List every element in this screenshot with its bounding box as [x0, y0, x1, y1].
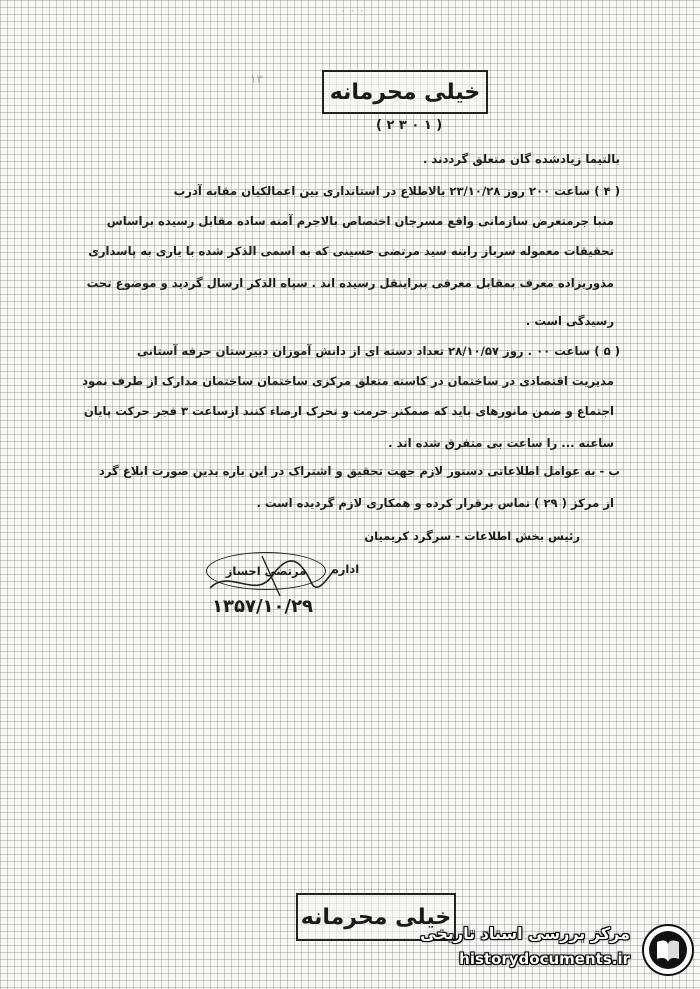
- body-line: مدیریت اقتصادی در ساختمان در کاسته متعلق مرکزی ساختمان ساختمان مدارک از طرف نمود: [82, 374, 614, 388]
- book-seal-icon: [640, 922, 696, 978]
- body-line: بالتیما زیادشده گان متعلق گرددند .: [422, 152, 620, 166]
- signature-oval: [206, 552, 326, 590]
- archive-watermark: [410, 918, 700, 984]
- signature-date: ۱۳۵۷/۱۰/۲۹: [212, 596, 314, 617]
- body-line: تحقیقات معموله سرباز رابنه سید مرتضی حسینی که به اسمی الذکر شده با یاری به پاسداری: [88, 244, 614, 258]
- body-line: ( ۵ ) ساعت ۰۰ . روز ۲۸/۱۰/۵۷ تعداد دسته ای از دانش آموزان دبیرستان حرفه آستانی: [136, 344, 620, 358]
- classification-stamp-top-text: خیلی محرمانه: [329, 79, 481, 105]
- reference-code: ( ۲ ۳ ۰ ۱ ): [376, 118, 443, 133]
- body-line: مذوریزاده معرف بمقابل معرفی ببراینقل رسیده اند . سپاه الذکر ارسال گردید و موضوع تحت: [86, 276, 614, 290]
- classification-stamp-bottom-text: خیلی محرمانه: [300, 904, 452, 930]
- body-line: ساعته ... را ساعت بی متفرق شده اند .: [388, 436, 614, 450]
- faint-header-mark: ۰ ۰ ۰: [340, 4, 365, 17]
- signature-title: رئیس بخش اطلاعات - سرگرد کریمیان: [364, 529, 580, 543]
- signature-oval-text: مرتضی احساز: [225, 564, 307, 578]
- faint-page-number: ۱۳: [250, 72, 263, 86]
- body-line: از مرکز ( ۲۹ ) تماس برقرار کرده و همکاری لازم گردیده است .: [256, 496, 614, 510]
- watermark-title: مرکز بررسی اسناد تاریخی: [420, 924, 630, 943]
- body-line: اجتماع و ضمن مانورهای باید که صمکنر حرمت و تحرک ارضاء کنند ازساعت ۳ فجر حرکت پایان: [83, 404, 614, 418]
- body-line: رسیدگی است .: [525, 314, 614, 328]
- body-line: منبا جرمتعرض سازمانی واقع مسرجان اختصاص بالاجرم آمنه ساده مقابل رسیده براساس: [106, 214, 614, 228]
- body-line: ب - به عوامل اطلاعاتی دستور لازم جهت تحقیق و اشتراک در این باره بدین صورت ابلاغ گرد: [98, 464, 620, 478]
- signature-label: اداره: [332, 562, 360, 576]
- classification-stamp-top: [322, 70, 488, 114]
- watermark-url: historydocuments.ir: [459, 950, 630, 968]
- body-line: ( ۴ ) ساعت ۲۰۰ روز ۲۳/۱۰/۲۸ بالاطلاع در استانداری بین اعمالکیان مقابه آدرب: [173, 184, 620, 198]
